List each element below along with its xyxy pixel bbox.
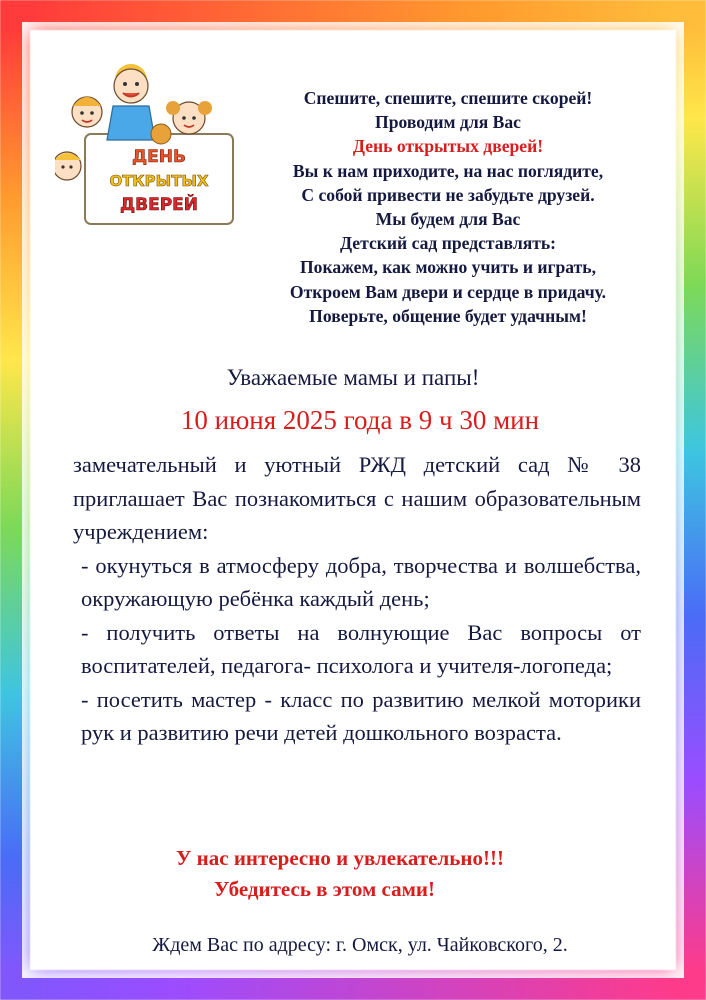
poem-line: Детский сад представлять:: [339, 233, 557, 254]
poem-line: С собой привести не забудьте друзей.: [301, 184, 595, 205]
greeting: Уважаемые мамы и папы!: [226, 365, 480, 390]
poem-line: Вы к нам приходите, на нас поглядите,: [292, 160, 604, 181]
invitation-item: - получить ответы на волнующие Вас вопросы от воспитателей, педагога- психолога и учителя-логопеда;: [81, 619, 641, 678]
poem-line: Проводим для Вас: [375, 112, 521, 133]
invitation-body: [73, 448, 641, 750]
children-illustration: [55, 62, 237, 232]
poem-line: Мы будем для Вас: [375, 209, 521, 230]
svg-text:ОТКРЫТЫХ: ОТКРЫТЫХ: [109, 172, 209, 190]
closing: [0, 843, 706, 905]
poem: [248, 86, 648, 328]
closing-line-2: Убедитесь в этом сами!: [214, 877, 436, 901]
poem-line-highlight: День открытых дверей!: [352, 136, 544, 157]
svg-text:ДЕНЬ: ДЕНЬ: [132, 147, 186, 167]
invitation-item: - посетить мастер - класс по развитию мелкой моторики рук и развитию речи детей дошкольного возраста.: [81, 686, 641, 745]
invitation-intro: замечательный и уютный РЖД детский сад № 38 приглашает Вас познакомиться с нашим образовательным учреждением:: [73, 452, 641, 544]
poem-line: Поверьте, общение будет удачным!: [309, 305, 587, 326]
svg-text:ДВЕРЕЙ: ДВЕРЕЙ: [119, 195, 199, 215]
address: Ждем Вас по адресу: г. Омск, ул. Чайковского, 2.: [152, 934, 568, 956]
poem-line: Покажем, как можно учить и играть,: [299, 257, 596, 278]
event-date: 10 июня 2025 года в 9 ч 30 мин: [180, 405, 540, 435]
poem-line: Откроем Вам двери и сердце в придачу.: [289, 281, 607, 302]
invitation-item: - окунуться в атмосферу добра, творчества и волшебства, окружающую ребёнка каждый день;: [81, 552, 641, 611]
closing-line-1: У нас интересно и увлекательно!!!: [176, 846, 504, 870]
poem-line: Спешите, спешите, спешите скорей!: [303, 88, 593, 108]
